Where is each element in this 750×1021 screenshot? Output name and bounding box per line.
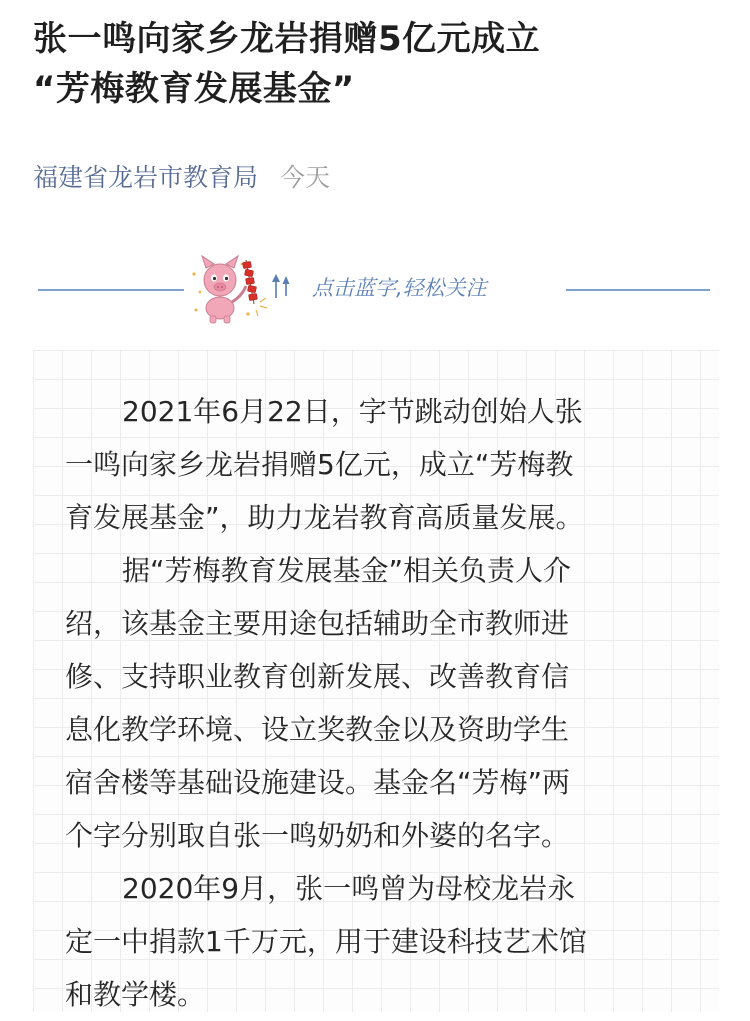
text-line: 宿舍楼等基础设施建设。基金名“芳梅”两 (65, 766, 571, 799)
text-line: 个字分别取自张一鸣奶奶和外婆的名字。 (65, 819, 570, 852)
text-line: 绍，该基金主要用途包括辅助全市教师进 (65, 607, 570, 640)
text-line: 定一中捐款1千万元，用于建设科技艺术馆 (65, 925, 587, 958)
account-name-link[interactable]: 福建省龙岩市教育局 (33, 163, 259, 192)
text-line: 修、支持职业教育创新发展、改善教育信 (65, 660, 570, 693)
text-line: 据“芳梅教育发展基金”相关负责人介 (122, 554, 572, 587)
text-line: 息化教学环境、设立奖教金以及资助学生 (65, 713, 570, 746)
publish-date: 今天 (280, 163, 331, 192)
follow-banner[interactable] (38, 250, 710, 328)
divider-line-right (566, 289, 710, 291)
text-line: 和教学楼。 (65, 978, 206, 1011)
paragraph (65, 544, 693, 862)
paragraph (65, 385, 693, 544)
text-line: 一鸣向家乡龙岩捐赠5亿元，成立“芳梅教 (65, 448, 574, 481)
text-line: 2020年9月，张一鸣曾为母校龙岩永 (122, 872, 576, 905)
article-body (33, 350, 719, 1012)
arrow-up-icon (272, 274, 290, 298)
text-line: 育发展基金”，助力龙岩教育高质量发展。 (65, 501, 584, 534)
article-title (33, 14, 723, 114)
divider-line-left (38, 289, 184, 291)
paragraph (65, 862, 693, 1021)
text-line: 2021年6月22日，字节跳动创始人张 (122, 395, 583, 428)
article-title-line: “芳梅教育发展基金” (33, 69, 355, 109)
article-meta (33, 156, 330, 196)
follow-prompt-text: 点击蓝字,轻松关注 (312, 276, 487, 300)
article-title-line: 张一鸣向家乡龙岩捐赠5亿元成立 (33, 19, 541, 59)
